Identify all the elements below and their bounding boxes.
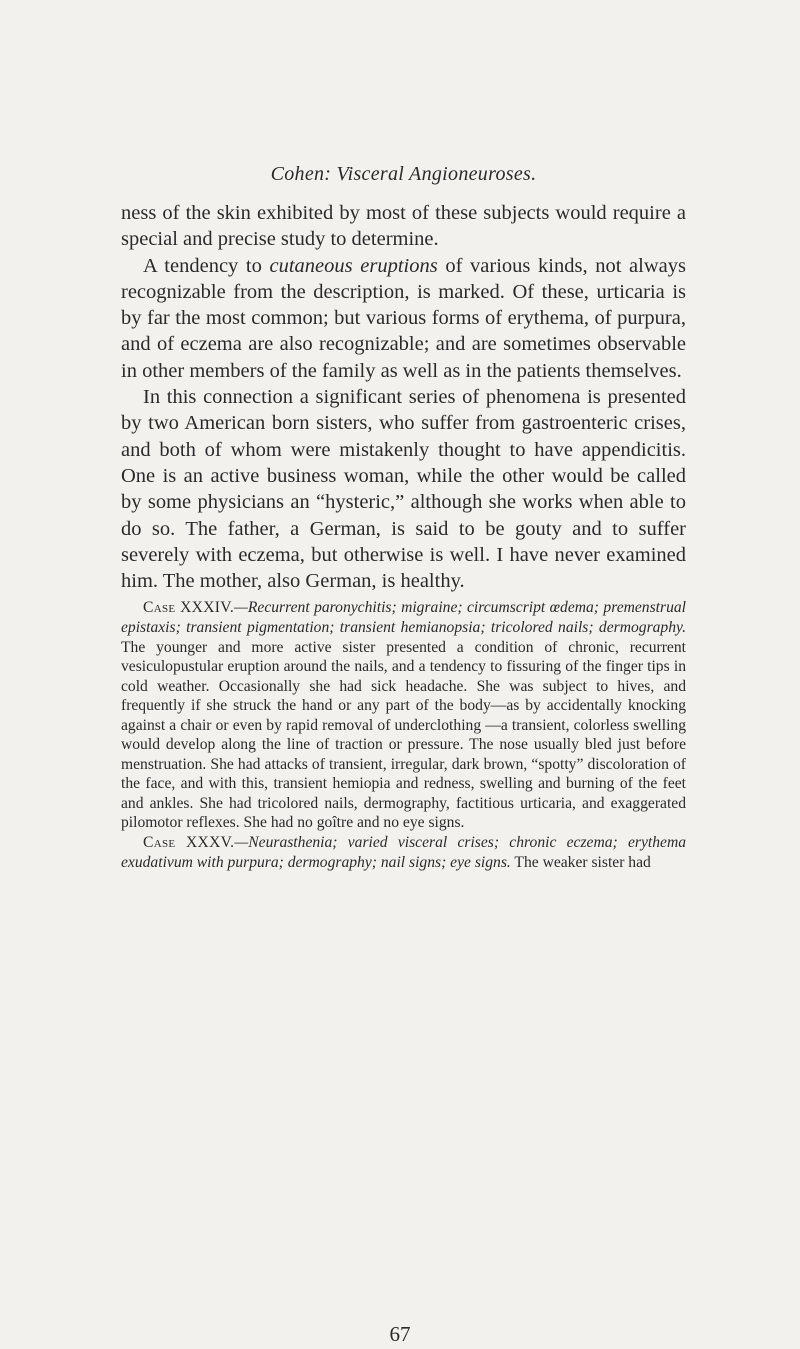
case-body: The younger and more active sister presented a condition of chronic, recurrent vesiculopustular eruption around the nails, and a tendency to fissuring of the finger tips in cold weather. Occasionally she had sick headache. She was subject to hives, and frequently if she struck the hand or any part of the body—as by accidentally knocking against a chair or even by rapid removal of underclothing —a transient, colorless swelling would develop along the line of traction or pressure. The nose usually bled just before menstruation. She had attacks of transient, irregular, dark brown, “spotty” discoloration of the face, and with this, transient hemiopia and redness, swelling and burning of the feet and ankles. She had tricolored nails, dermography, factitious urticaria, and exaggerated pilomotor reflexes. She had no goître and no eye signs. — [121, 638, 686, 832]
case-xxxiv — [121, 598, 686, 833]
case-reports — [121, 598, 686, 872]
paragraph-text: of various kinds, not always recognizable from the description, is marked. Of these, urticaria is by far the most common; but various forms of erythema, of purpura, and of eczema are also recognizable; and are sometimes observable in other members of the family as well as in the patients themselves. — [121, 254, 686, 382]
case-body: The weaker sister had — [510, 853, 651, 871]
document-page — [121, 160, 686, 872]
paragraph-cutaneous-eruptions — [121, 253, 686, 384]
paragraph-continuation: ness of the skin exhibited by most of these subjects would require a special and precise study to determine. — [121, 202, 686, 251]
case-xxxv — [121, 833, 686, 872]
case-label: Case XXXIV. — [143, 599, 235, 617]
case-heading: —Neurasthenia; varied visceral crises; chronic eczema; erythema exudativum with purpura; dermography; nail signs; eye signs. — [121, 834, 686, 871]
case-label: Case XXXV. — [143, 834, 235, 852]
body-text — [121, 200, 686, 594]
case-heading: —Recurrent paronychitis; migraine; circumscript œdema; premenstrual epistaxis; transient pigmentation; transient hemianopsia; tricolored nails; dermography. — [121, 599, 686, 636]
paragraph-text: A tendency to — [143, 254, 270, 277]
page-number: 67 — [389, 1322, 411, 1346]
emphasis-text: cutaneous eruptions — [269, 254, 438, 277]
paragraph-sisters: In this connection a significant series of phenomena is presented by two American born sisters, who suffer from gastroenteric crises, and both of whom were mistakenly thought to have appendicitis. One is an active business woman, while the other would be called by some physicians an “hysteric,” although she works when able to do so. The father, a German, is said to be gouty and to suffer severely with eczema, but otherwise is well. I have never examined him. The mother, also German, is healthy. — [121, 386, 686, 593]
running-head: Cohen: Visceral Angioneuroses. — [270, 163, 537, 185]
